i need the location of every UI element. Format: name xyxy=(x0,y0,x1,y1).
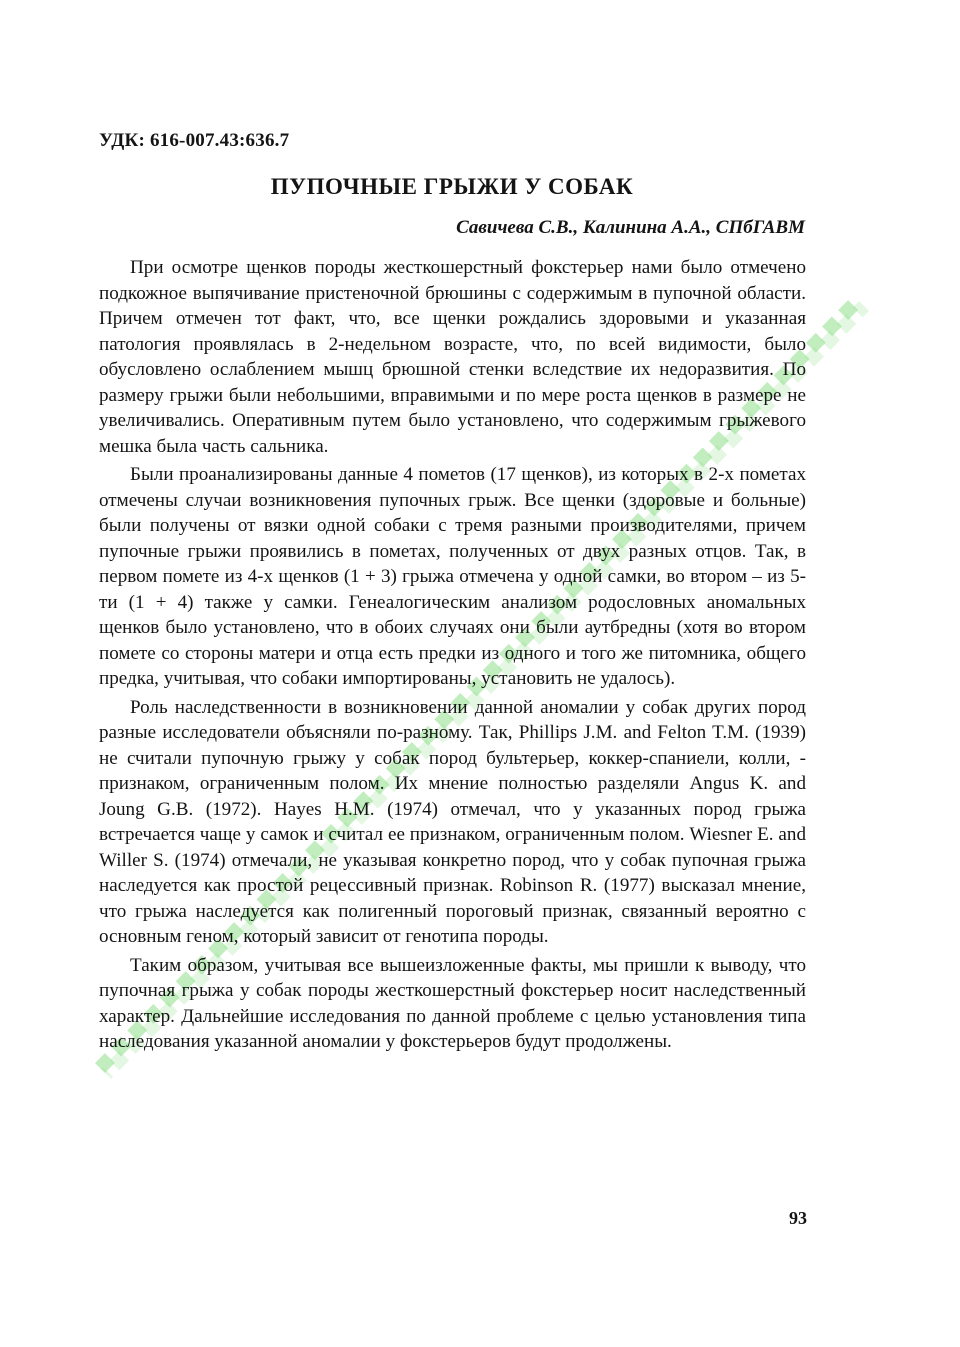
article-authors: Савичева С.В., Калинина А.А., СПбГАВМ xyxy=(456,217,805,238)
article-title: ПУПОЧНЫЕ ГРЫЖИ У СОБАК xyxy=(270,174,634,199)
article-body xyxy=(99,255,806,1058)
paragraph: Роль наследственности в возникновении данной аномалии у собак других пород разные исследователи объясняли по-разному. Так, Phillips J.M. and Felton T.M. (1939) не считали пупочную грыжу у собак пород бультерьер, коккер-спаниели, колли, - признаком, ограниченным полом. Их мнение полностью разделяли Angus K. and Joung G.B. (1972). Hayes H.M. (1974) отмечал, что у указанных пород грыжа встречается чаще у самок и считал ее признаком, ограниченным полом. Wiesner E. and Willer S. (1974) отмечали, не указывая конкретно пород, что у собак пупочная грыжа наследуется как простой рецессивный признак. Robinson R. (1977) высказал мнение, что грыжа наследуется как полигенный пороговый признак, связанный вероятно с основным геном, который зависит от генотипа породы. xyxy=(99,696,806,947)
paragraph: Таким образом, учитывая все вышеизложенные факты, мы пришли к выводу, что пупочная грыжа у собак породы жесткошерстный фокстерьер носит наследственный характер. Дальнейшие исследования по данной проблеме с целью установления типа наследования указанной аномалии у фокстерьеров будут продолжены. xyxy=(99,954,806,1052)
paragraph: При осмотре щенков породы жесткошерстный фокстерьер нами было отмечено подкожное выпячивание пристеночной брюшины с содержимым в пупочной области. Причем отмечен тот факт, что, все щенки рождались здоровыми и указанная патология проявлялась в 2-недельном возрасте, что, по всей видимости, было обусловлено ослаблением мышц брюшной стенки вследствие их недоразвития. По размеру грыжи были небольшими, вправимыми и по мере роста щенков в размере не увеличивались. Оперативным путем было установлено, что содержимым грыжевого мешка была часть сальника. xyxy=(99,257,806,457)
udc-code: УДК: 616-007.43:636.7 xyxy=(99,130,290,151)
page-number: 93 xyxy=(789,1208,807,1228)
paragraph: Были проанализированы данные 4 пометов (17 щенков), из которых в 2-х пометах отмечены случаи возникновения пупочных грыж. Все щенки (здоровые и больные) были получены от вязки одной собаки с тремя разными производителями, причем пупочные грыжи проявились в пометах, полученных от двух разных отцов. Так, в первом помете из 4-х щенков (1 + 3) грыжа отмечена у одной самки, во втором – из 5-ти (1 + 4) также у самки. Генеалогическим анализом родословных аномальных щенков было установлено, что в обоих случаях они были аутбредны (хотя во втором помете со стороны матери и отца есть предки из одного и того же питомника, общего предка, учитывая, что собаки импортированы, установить не удалось). xyxy=(99,464,806,689)
